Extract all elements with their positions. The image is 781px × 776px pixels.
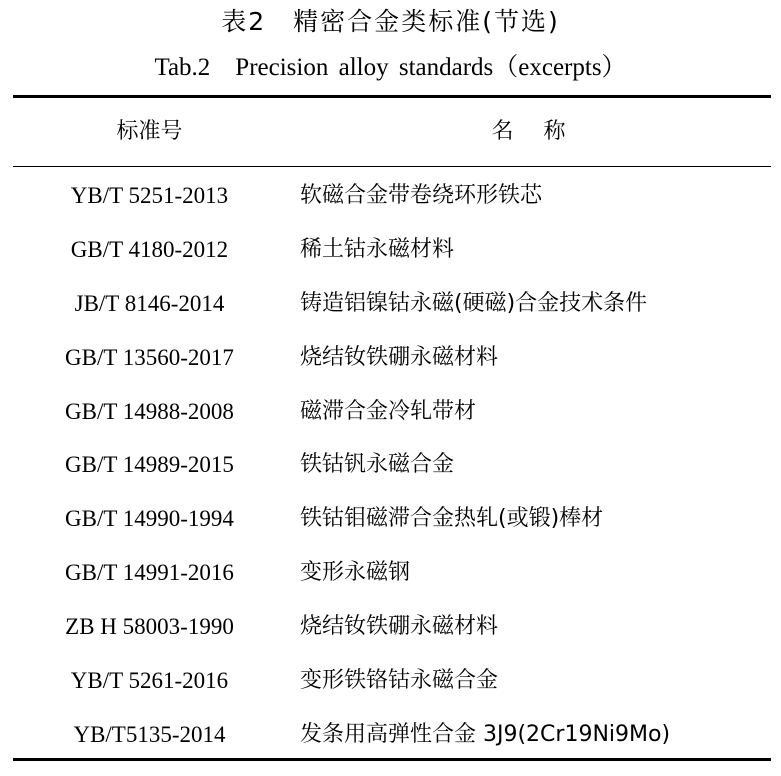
standard-no-cell: YB/T5135-2014 <box>73 721 226 747</box>
standard-name-cell: 烧结钕铁硼永磁材料 <box>300 344 499 370</box>
standard-no-cell: GB/T 14991-2016 <box>65 560 234 586</box>
table-row <box>13 331 771 385</box>
standard-name-cell: 软磁合金带卷绕环形铁芯 <box>300 183 543 208</box>
table-row <box>13 385 771 439</box>
standard-no-cell: JB/T 8146-2014 <box>74 290 225 316</box>
table-bottom-rule <box>13 758 771 761</box>
standard-no-cell: GB/T 4180-2012 <box>70 236 229 262</box>
standard-name-cell: 铁钴钒永磁合金 <box>300 452 455 478</box>
standard-no-cell: ZB H 58003-1990 <box>65 614 234 640</box>
standard-name-cell: 发条用高弹性合金 3J9(2Cr19Ni9Mo) <box>300 721 671 747</box>
table-caption-chinese: 表2 精密合金类标准(节选) <box>221 7 560 36</box>
table-row <box>13 223 771 277</box>
standard-no-cell: GB/T 13560-2017 <box>65 344 234 370</box>
table-row <box>13 546 771 600</box>
table-row <box>13 600 771 654</box>
table-row <box>13 169 771 223</box>
standard-name-cell: 烧结钕铁硼永磁材料 <box>300 614 499 640</box>
standard-name-cell: 磁滞合金冷轧带材 <box>300 398 477 424</box>
standard-no-cell: GB/T 14990-1994 <box>65 506 234 532</box>
table-header-rule <box>13 166 771 167</box>
table-row <box>13 277 771 331</box>
table-caption-english: Tab.2 Precision alloy standards（excerpts） <box>154 54 627 81</box>
table-row <box>13 708 771 762</box>
table-row <box>13 438 771 492</box>
header-standard-no: 标准号 <box>116 119 183 144</box>
standard-no-cell: YB/T 5261-2016 <box>70 668 229 694</box>
table-row <box>13 654 771 708</box>
standard-name-cell: 变形永磁钢 <box>300 560 411 586</box>
header-name: 名称 <box>491 119 596 144</box>
table-body <box>13 169 771 762</box>
table-header-row <box>13 98 771 166</box>
standard-name-cell: 铁钴钼磁滞合金热轧(或锻)棒材 <box>300 506 604 532</box>
standard-no-cell: GB/T 14988-2008 <box>65 398 234 424</box>
standard-name-cell: 铸造铝镍钴永磁(硬磁)合金技术条件 <box>300 290 648 316</box>
table-row <box>13 492 771 546</box>
standard-no-cell: GB/T 14989-2015 <box>65 452 234 478</box>
standard-name-cell: 稀土钴永磁材料 <box>300 236 455 262</box>
standard-name-cell: 变形铁铬钴永磁合金 <box>300 668 499 694</box>
standard-no-cell: YB/T 5251-2013 <box>70 183 229 208</box>
